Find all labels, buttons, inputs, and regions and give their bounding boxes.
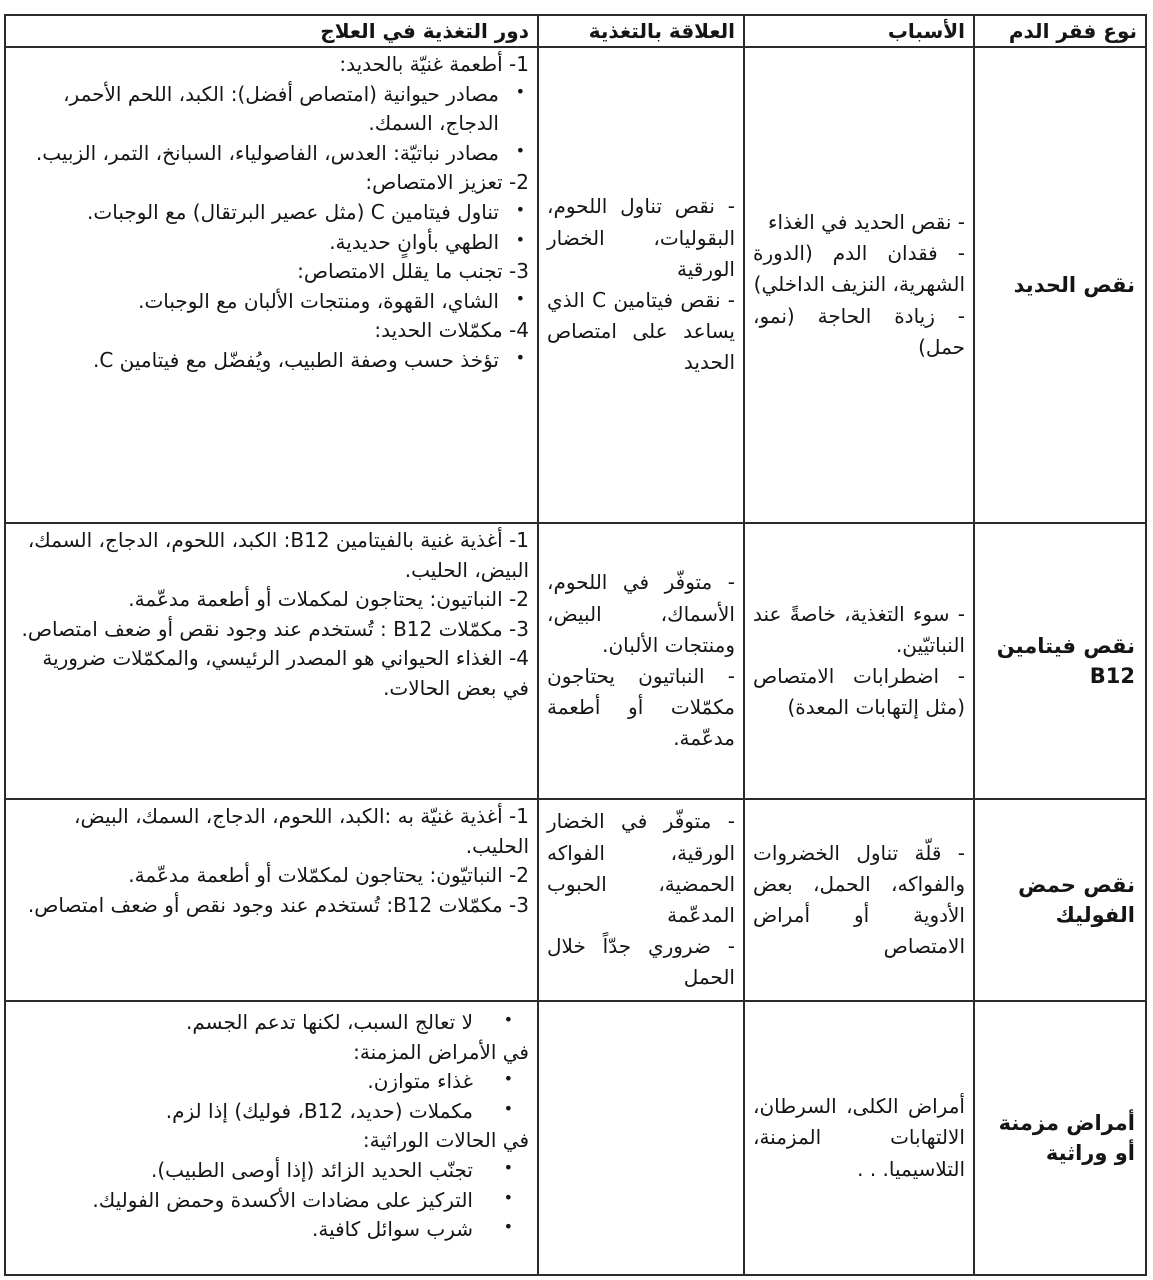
header-causes: الأسباب bbox=[744, 15, 974, 47]
treatment-heading: 4- مكمّلات الحديد: bbox=[374, 318, 529, 343]
treatment-cell bbox=[5, 523, 538, 799]
header-nutrition-relation: العلاقة بالتغذية bbox=[538, 15, 744, 47]
header-anemia-type: نوع فقر الدم bbox=[974, 15, 1146, 47]
table-row bbox=[5, 523, 1146, 799]
treatment-item: 1- أغذية غنية بالفيتامين B12: الكبد، اللحوم، الدجاج، السمك، البيض، الحليب. bbox=[27, 528, 529, 582]
relation-cell bbox=[538, 799, 744, 1001]
treatment-heading: في الحالات الوراثية: bbox=[362, 1128, 529, 1153]
cause-item: - قلّة تناول الخضروات والفواكه، الحمل، بعض الأدوية أو أمراض الامتصاص bbox=[753, 840, 965, 959]
list-item: • تناول فيتامين C (مثل عصير البرتقال) مع الوجبات. bbox=[16, 198, 499, 228]
cause-item: - نقص الحديد في الغذاء bbox=[768, 210, 965, 235]
list-item: • تجنّب الحديد الزائد (إذا أوصى الطبيب). bbox=[16, 1156, 473, 1186]
relation-item: - متوفّر في اللحوم، الأسماك، البيض، ومنتجات الألبان. bbox=[547, 570, 735, 657]
list-item: • تؤخذ حسب وصفة الطبيب، ويُفضّل مع فيتامين C. bbox=[16, 346, 499, 376]
anemia-nutrition-table bbox=[4, 14, 1147, 1276]
treatment-cell bbox=[5, 1001, 538, 1275]
treatment-heading: 2- تعزيز الامتصاص: bbox=[365, 170, 529, 195]
treatment-list bbox=[16, 1156, 529, 1245]
cause-item: - اضطرابات الامتصاص (مثل إلتهابات المعدة) bbox=[753, 664, 965, 720]
list-item: • الطهي بأوانٍ حديدية. bbox=[16, 228, 499, 258]
causes-cell bbox=[744, 523, 974, 799]
table-row bbox=[5, 799, 1146, 1001]
list-item: • غذاء متوازن. bbox=[16, 1067, 473, 1097]
treatment-item: 1- أغذية غنيّة به :الكبد، اللحوم، الدجاج، السمك، البيض، الحليب. bbox=[74, 804, 529, 858]
relation-cell bbox=[538, 47, 744, 523]
list-item: • التركيز على مضادات الأكسدة وحمض الفوليك. bbox=[16, 1186, 473, 1216]
cause-item: - زيادة الحاجة (نمو، حمل) bbox=[753, 303, 965, 359]
treatment-list bbox=[16, 1067, 529, 1126]
relation-cell bbox=[538, 523, 744, 799]
anemia-type-cell: أمراض مزمنة أو وراثية bbox=[974, 1001, 1146, 1275]
table-row bbox=[5, 47, 1146, 523]
cause-item: - سوء التغذية، خاصةً عند النباتيّين. bbox=[753, 601, 965, 657]
treatment-item: 3- مكمّلات B12 : تُستخدم عند وجود نقص أو ضعف امتصاص. bbox=[21, 616, 529, 641]
treatment-list bbox=[16, 346, 529, 376]
relation-item: - نقص فيتامين C الذي يساعد على امتصاص الحديد bbox=[547, 288, 735, 375]
treatment-cell bbox=[5, 799, 538, 1001]
treatment-list bbox=[16, 287, 529, 317]
treatment-list bbox=[16, 198, 529, 257]
treatment-list bbox=[16, 1008, 529, 1038]
treatment-heading: 3- تجنب ما يقلل الامتصاص: bbox=[297, 259, 529, 284]
list-item: • مكملات (حديد، B12، فوليك) إذا لزم. bbox=[16, 1097, 473, 1127]
treatment-item: 3- مكمّلات B12: تُستخدم عند وجود نقص أو ضعف امتصاص. bbox=[27, 892, 529, 917]
treatment-cell bbox=[5, 47, 538, 523]
relation-item: - ضروري جدّاً خلال الحمل bbox=[547, 934, 735, 990]
list-item: • مصادر حيوانية (امتصاص أفضل): الكبد، اللحم الأحمر، الدجاج، السمك. bbox=[16, 80, 499, 139]
treatment-item: 2- النباتيّون: يحتاجون لمكمّلات أو أطعمة مدعّمة. bbox=[128, 863, 529, 888]
treatment-heading: 1- أطعمة غنيّة بالحديد: bbox=[339, 52, 529, 76]
list-item: • لا تعالج السبب، لكنها تدعم الجسم. bbox=[16, 1008, 473, 1038]
cause-item: - فقدان الدم (الدورة الشهرية، النزيف الداخلي) bbox=[753, 241, 965, 297]
list-item: • مصادر نباتيّة: العدس، الفاصولياء، السبانخ، التمر، الزبيب. bbox=[16, 139, 499, 169]
table-row bbox=[5, 1001, 1146, 1275]
relation-cell-empty bbox=[538, 1001, 744, 1275]
treatment-heading: في الأمراض المزمنة: bbox=[353, 1039, 529, 1064]
causes-cell bbox=[744, 47, 974, 523]
list-item: • شرب سوائل كافية. bbox=[16, 1215, 473, 1245]
anemia-type-cell: نقص الحديد bbox=[974, 47, 1146, 523]
cause-item: أمراض الكلى، السرطان، الالتهابات المزمنة، التلاسيميا. . . bbox=[753, 1094, 965, 1181]
treatment-item: 4- الغذاء الحيواني هو المصدر الرئيسي، والمكمّلات ضرورية في بعض الحالات. bbox=[42, 646, 529, 700]
causes-cell bbox=[744, 799, 974, 1001]
relation-item: - نقص تناول اللحوم، البقوليات، الخضار الورقية bbox=[547, 194, 735, 281]
header-nutrition-treatment: دور التغذية في العلاج bbox=[5, 15, 538, 47]
relation-item: - النباتيون يحتاجون مكمّلات أو أطعمة مدعّمة. bbox=[547, 664, 735, 751]
treatment-item: 2- النباتيون: يحتاجون لمكملات أو أطعمة مدعّمة. bbox=[128, 587, 529, 612]
causes-cell bbox=[744, 1001, 974, 1275]
anemia-type-cell: نقص فيتامين B12 bbox=[974, 523, 1146, 799]
treatment-list bbox=[16, 80, 529, 169]
relation-item: - متوفّر في الخضار الورقية، الفواكه الحمضية، الحبوب المدعّمة bbox=[547, 809, 735, 927]
list-item: • الشاي، القهوة، ومنتجات الألبان مع الوجبات. bbox=[16, 287, 499, 317]
header-row bbox=[5, 15, 1146, 47]
anemia-type-cell: نقص حمض الفوليك bbox=[974, 799, 1146, 1001]
